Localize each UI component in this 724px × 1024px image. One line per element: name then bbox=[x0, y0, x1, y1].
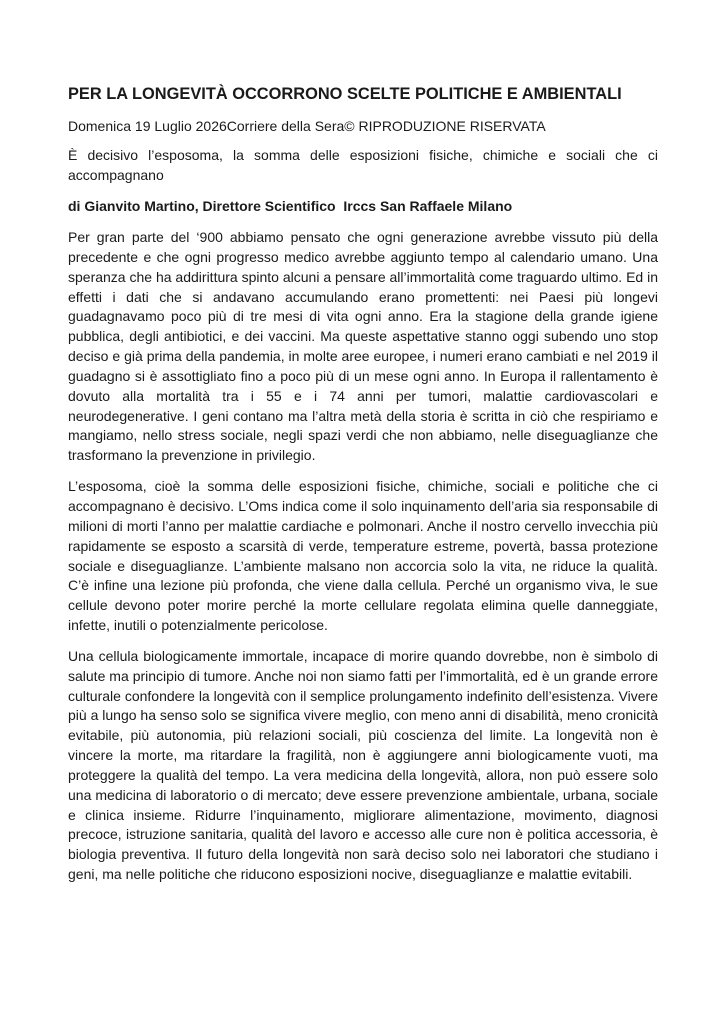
article-paragraph-2: L’esposoma, cioè la somma delle esposizioni fisiche, chimiche, sociali e politiche che ci accompagnano è decisivo. L’Oms indica come il solo inquinamento dell’aria sia responsabile di milioni di morti l’anno per malattie cardiache e polmonari. Anche il nostro cervello invecchia più rapidamente se esposto a scarsità di verde, temperature estreme, povertà, bassa protezione sociale e diseguaglianze. L’ambiente malsano non accorcia solo la vita, ne riduce la qualità. C’è infine una lezione più profonda, che viene dalla cellula. Perché un organismo viva, le sue cellule devono poter morire perché la morte cellulare regolata elimina quelle danneggiate, infette, inutili o potenzialmente pericolose. bbox=[68, 478, 658, 634]
article-paragraph-3: Una cellula biologicamente immortale, incapace di morire quando dovrebbe, non è simbolo di salute ma principio di tumore. Anche noi non siamo fatti per l’immortalità, ed è un grande errore culturale confondere la longevità con il semplice prolungamento indefinito dell’esistenza. Vivere più a lungo ha senso solo se significa vivere meglio, con meno anni di disabilità, meno cronicità evitabile, più autonomia, più relazioni sociali, più coscienza del limite. La longevità non è vincere la morte, ma ritardare la fragilità, non è aggiungere anni biologicamente vuoti, ma proteggere la qualità del tempo. La vera medicina della longevità, allora, non può essere solo una medicina di laboratorio o di mercato; deve essere prevenzione ambientale, urbana, sociale e clinica insieme. Ridurre l’inquinamento, migliorare alimentazione, movimento, diagnosi precoce, istruzione sanitaria, qualità del lavoro e accesso alle cure non è politica accessoria, è biologia preventiva. Il futuro della longevità non sarà deciso solo nei laboratori che studiano i geni, ma nelle politiche che riducono esposizioni nocive, diseguaglianze e malattie evitabili. bbox=[68, 647, 658, 883]
article-meta: Domenica 19 Luglio 2026Corriere della Sera© RIPRODUZIONE RISERVATA bbox=[68, 118, 546, 134]
article-paragraph-1: Per gran parte del ‘900 abbiamo pensato che ogni generazione avrebbe vissuto più della precedente e che ogni progresso medico avrebbe aggiunto tempo al calendario umano. Una speranza che ha addirittura spinto alcuni a pensare all’immortalità come traguardo ultimo. Ed in effetti i dati che si andavano accumulando erano promettenti: nei Paesi più longevi guadagnavamo poco più di tre mesi di vita ogni anno. Era la stagione della grande igiene pubblica, degli antibiotici, e dei vaccini. Ma queste aspettative stanno oggi subendo uno stop deciso e già prima della pandemia, in molte aree europee, i numeri erano cambiati e nel 2019 il guadagno si è assottigliato fino a poco più di un mese ogni anno. In Europa il rallentamento è dovuto alla mortalità tra i 55 e i 74 anni per tumori, malattie cardiovascolari e neurodegenerative. I geni contano ma l’altra metà della storia è scritta in ciò che respiriamo e mangiamo, nello stress sociale, negli spazi verdi che non abbiamo, nelle diseguaglianze che trasformano la prevenzione in privilegio. bbox=[68, 229, 658, 464]
article-subtitle: È decisivo l’esposoma, la somma delle esposizioni fisiche, chimiche e sociali che ci accompagnano bbox=[68, 147, 658, 183]
article-title: PER LA LONGEVITÀ OCCORRONO SCELTE POLITICHE E AMBIENTALI bbox=[68, 85, 622, 103]
article-byline: di Gianvito Martino, Direttore Scientifico Irccs San Raffaele Milano bbox=[68, 198, 513, 214]
